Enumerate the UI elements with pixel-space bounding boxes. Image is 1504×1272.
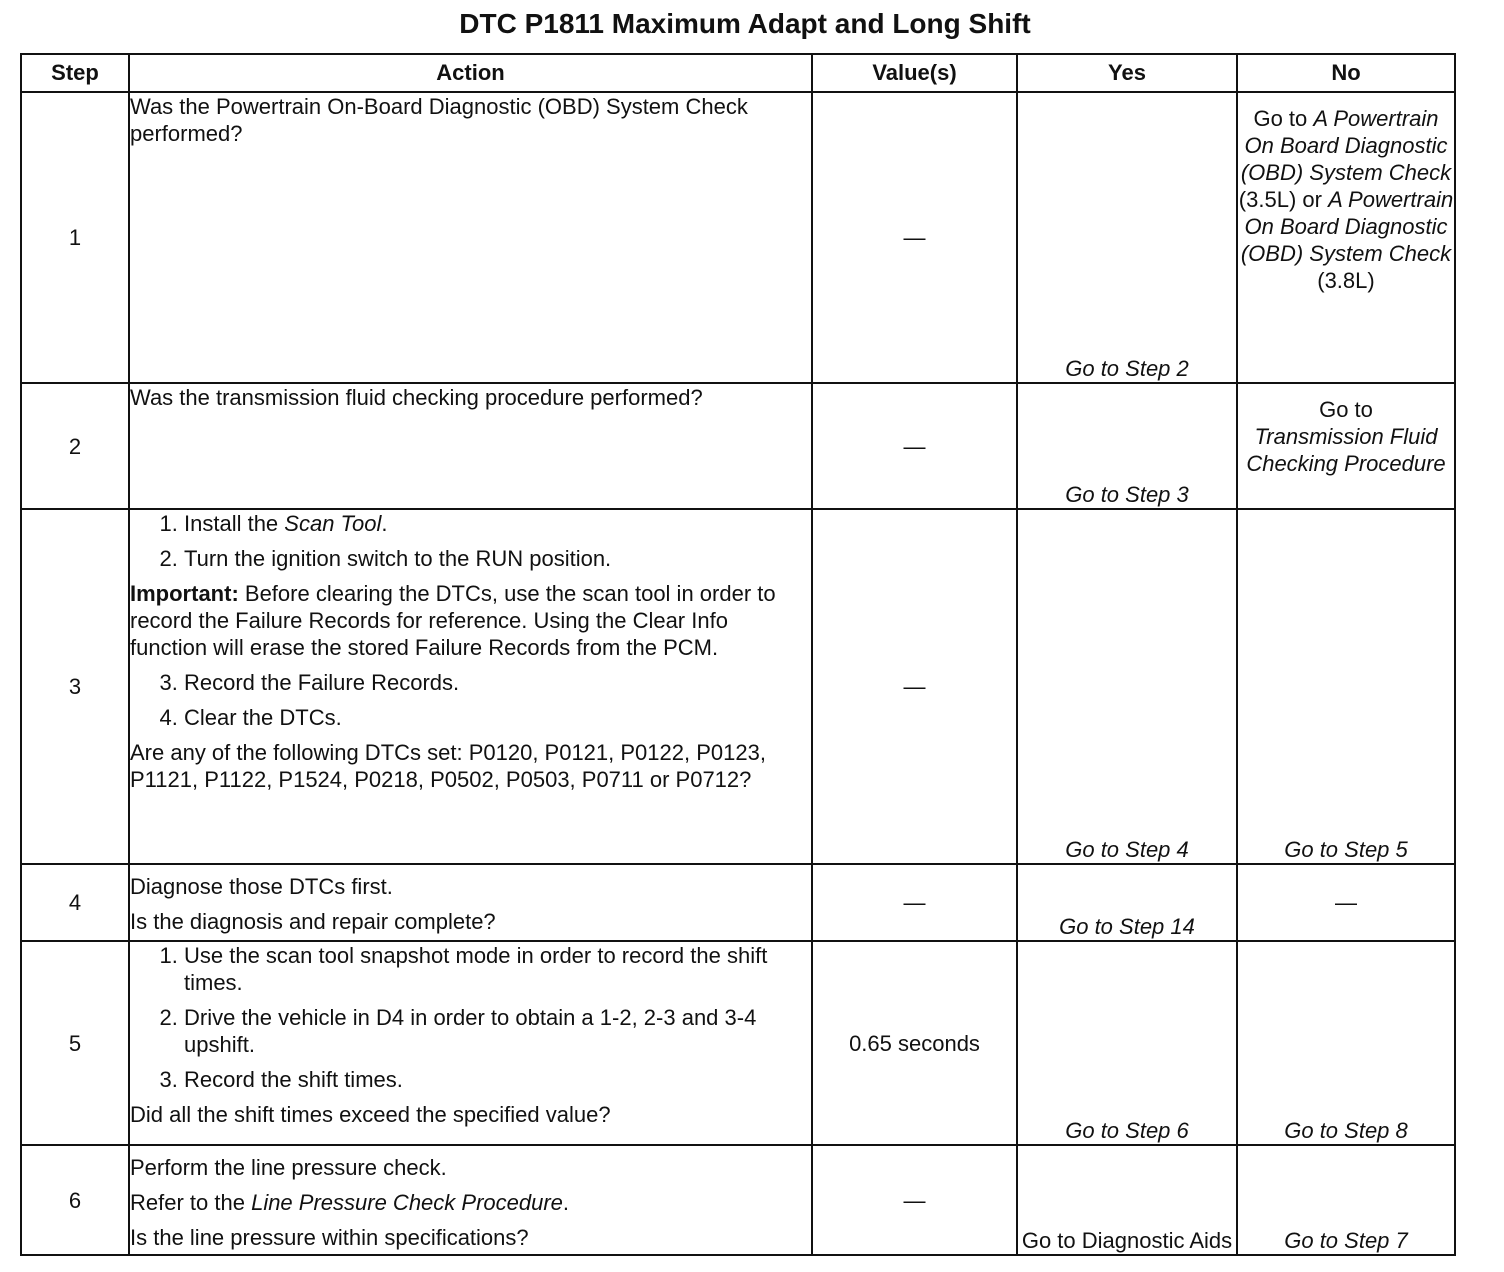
no-cell: Go to Step 7 xyxy=(1237,1145,1455,1255)
no-cell xyxy=(1237,383,1455,509)
action-cell xyxy=(129,509,812,864)
action-cell xyxy=(129,1145,812,1255)
action-step: 1. Install the Scan Tool. xyxy=(184,510,811,537)
no-text: Go to xyxy=(1253,106,1308,131)
yes-cell: Go to Step 3 xyxy=(1017,383,1237,509)
action-step: 2. Drive the vehicle in D4 in order to obtain a 1-2, 2-3 and 3-4 upshift. xyxy=(184,1004,811,1058)
no-cell xyxy=(1237,92,1455,383)
action-step: 1. Use the scan tool snapshot mode in order to record the shift times. xyxy=(184,942,811,996)
table-row xyxy=(21,383,1455,509)
action-question: Was the transmission fluid checking procedure performed? xyxy=(130,385,703,410)
value-cell: — xyxy=(812,92,1017,383)
action-steps xyxy=(130,510,811,572)
table-header-row xyxy=(21,54,1455,92)
line-pressure-procedure-reference: Line Pressure Check Procedure xyxy=(251,1190,563,1215)
action-text: Diagnose those DTCs first. xyxy=(130,874,393,899)
action-steps xyxy=(130,669,811,731)
value-cell: — xyxy=(812,383,1017,509)
table-row xyxy=(21,92,1455,383)
no-cell: — xyxy=(1237,864,1455,941)
header-action: Action xyxy=(129,54,812,92)
action-question: Is the diagnosis and repair complete? xyxy=(130,909,496,934)
action-step: 4. Clear the DTCs. xyxy=(184,704,811,731)
no-cell: Go to Step 8 xyxy=(1237,941,1455,1145)
no-text: (3.8L) xyxy=(1317,268,1375,293)
action-cell xyxy=(129,92,812,383)
value-cell: — xyxy=(812,864,1017,941)
yes-cell: Go to Step 6 xyxy=(1017,941,1237,1145)
action-step: 3. Record the shift times. xyxy=(184,1066,811,1093)
table-row xyxy=(21,1145,1455,1255)
yes-cell: Go to Diagnostic Aids xyxy=(1017,1145,1237,1255)
table-row xyxy=(21,509,1455,864)
action-text: Perform the line pressure check. xyxy=(130,1155,447,1180)
no-reference-link: Transmission Fluid Checking Procedure xyxy=(1246,424,1446,476)
action-cell xyxy=(129,383,812,509)
yes-cell: Go to Step 14 xyxy=(1017,864,1237,941)
important-note: Important: Before clearing the DTCs, use the scan tool in order to record the Failure Records for reference. Using the Clear Info function will erase the stored Failure Records from the PCM. xyxy=(130,581,776,660)
value-cell: 0.65 seconds xyxy=(812,941,1017,1145)
header-no: No xyxy=(1237,54,1455,92)
step-number: 2 xyxy=(21,383,129,509)
no-text: (3.5L) or xyxy=(1238,187,1322,212)
step-number: 3 xyxy=(21,509,129,864)
page-title: DTC P1811 Maximum Adapt and Long Shift xyxy=(459,8,1031,39)
step-number: 6 xyxy=(21,1145,129,1255)
action-cell xyxy=(129,864,812,941)
value-cell: — xyxy=(812,509,1017,864)
no-reference-link: A Powertrain On Board Diagnostic (OBD) System Check xyxy=(1240,187,1454,266)
important-label: Important: xyxy=(130,581,239,606)
step-number: 4 xyxy=(21,864,129,941)
action-question: Was the Powertrain On-Board Diagnostic (OBD) System Check performed? xyxy=(130,94,748,146)
scan-tool-reference: Scan Tool xyxy=(284,511,382,536)
value-cell: — xyxy=(812,1145,1017,1255)
header-yes: Yes xyxy=(1017,54,1237,92)
diagnostic-table xyxy=(20,53,1456,1256)
header-values: Value(s) xyxy=(812,54,1017,92)
action-question: Is the line pressure within specifications? xyxy=(130,1225,529,1250)
action-cell xyxy=(129,941,812,1145)
yes-cell: Go to Step 4 xyxy=(1017,509,1237,864)
action-step: 3. Record the Failure Records. xyxy=(184,669,811,696)
action-step: 2. Turn the ignition switch to the RUN position. xyxy=(184,545,811,572)
action-steps xyxy=(130,942,811,1093)
table-row xyxy=(21,941,1455,1145)
action-text: Refer to the Line Pressure Check Procedure. xyxy=(130,1190,570,1215)
yes-cell: Go to Step 2 xyxy=(1017,92,1237,383)
no-reference-link: A Powertrain On Board Diagnostic (OBD) System Check xyxy=(1240,106,1452,185)
header-step: Step xyxy=(21,54,129,92)
step-number: 5 xyxy=(21,941,129,1145)
no-text: Go to xyxy=(1319,397,1373,422)
no-cell: Go to Step 5 xyxy=(1237,509,1455,864)
action-question: Did all the shift times exceed the specified value? xyxy=(130,1102,611,1127)
step-number: 1 xyxy=(21,92,129,383)
action-question: Are any of the following DTCs set: P0120, P0121, P0122, P0123, P1121, P1122, P1524, P0218, P0502, P0503, P0711 or P0712? xyxy=(130,740,766,792)
table-row xyxy=(21,864,1455,941)
